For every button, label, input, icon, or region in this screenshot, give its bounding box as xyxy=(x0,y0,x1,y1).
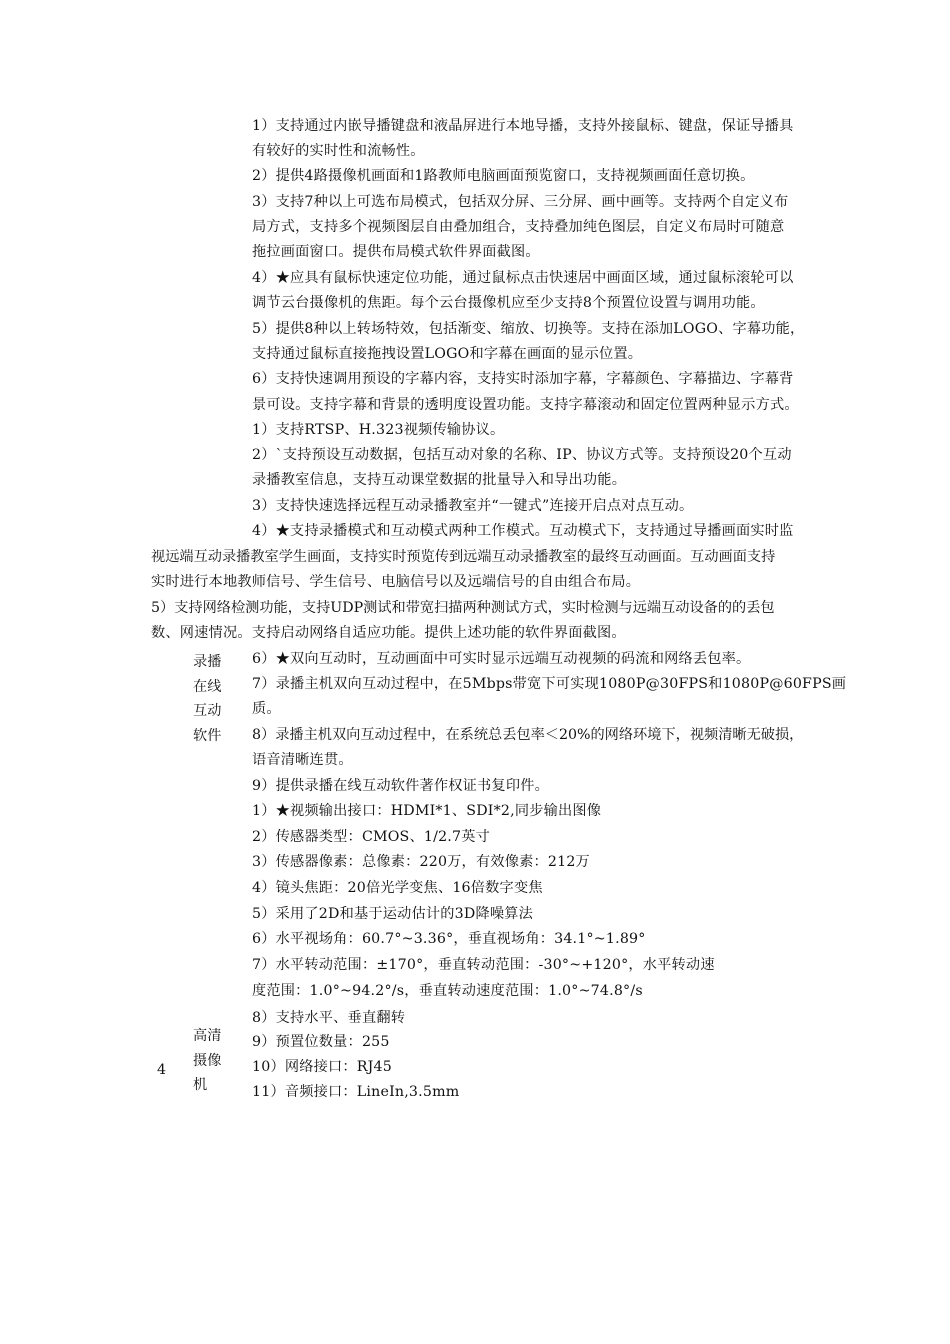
spec-line: 6）★双向互动时，互动画面中可实时显示远端互动视频的码流和网络丢包率。 xyxy=(252,651,751,667)
spec-line: 7）水平转动范围：±170°，垂直转动范围：-30°~+120°，水平转动速 xyxy=(252,957,715,973)
spec-line: 质。 xyxy=(252,701,281,717)
spec-line: 有较好的实时性和流畅性。 xyxy=(252,143,425,159)
spec-line: 2）提供4路摄像机画面和1路教师电脑画面预览窗口，支持视频画面任意切换。 xyxy=(252,168,755,184)
spec-line: 4）★应具有鼠标快速定位功能，通过鼠标点击快速居中画面区域，通过鼠标滚轮可以 xyxy=(252,270,794,286)
spec-line: 2）`支持预设互动数据，包括互动对象的名称、IP、协议方式等。支持预设20个互动 xyxy=(252,447,792,463)
row-number: 4 xyxy=(157,1062,167,1078)
spec-line: 1）支持通过内嵌导播键盘和液晶屏进行本地导播，支持外接鼠标、键盘，保证导播具 xyxy=(252,118,794,134)
spec-line: 5）提供8种以上转场特效，包括渐变、缩放、切换等。支持在添加LOGO、字幕功能， xyxy=(252,321,805,337)
spec-line: 3）传感器像素：总像素：220万，有效像素：212万 xyxy=(252,854,590,870)
category-label-hd-camera: 高清 摄像 机 xyxy=(193,1028,222,1093)
spec-line: 1）★视频输出接口：HDMI*1、SDI*2,同步输出图像 xyxy=(252,803,602,819)
spec-line: 5）采用了2D和基于运动估计的3D降噪算法 xyxy=(252,906,534,922)
spec-line: 1）支持RTSP、H.323视频传输协议。 xyxy=(252,422,505,438)
category-label-recording-software: 录播 在线 互动 软件 xyxy=(193,654,222,744)
spec-line: 局方式，支持多个视频图层自由叠加组合，支持叠加纯色图层，自定义布局时可随意 xyxy=(252,219,785,235)
spec-line: 8）录播主机双向互动过程中，在系统总丢包率＜20%的网络环境下，视频清晰无破损， xyxy=(252,727,804,743)
spec-line: 3）支持快速选择远程互动录播教室并“一键式”连接开启点对点互动。 xyxy=(252,498,694,514)
spec-line: 5）支持网络检测功能，支持UDP测试和带宽扫描两种测试方式，实时检测与远端互动设备的的丢包 xyxy=(151,600,775,616)
spec-line: 3）支持7种以上可选布局模式，包括双分屏、三分屏、画中画等。支持两个自定义布 xyxy=(252,194,789,210)
spec-line: 语音清晰连贯。 xyxy=(252,752,353,768)
spec-line: 11）音频接口：LineIn,3.5mm xyxy=(252,1084,460,1100)
spec-line: 4）★支持录播模式和互动模式两种工作模式。互动模式下，支持通过导播画面实时监 xyxy=(252,523,794,539)
spec-line: 视远端互动录播教室学生画面，支持实时预览传到远端互动录播教室的最终互动画面。互动画面支持 xyxy=(151,549,776,565)
spec-line: 支持通过鼠标直接拖拽设置LOGO和字幕在画面的显示位置。 xyxy=(252,346,643,362)
spec-line: 实时进行本地教师信号、学生信号、电脑信号以及远端信号的自由组合布局。 xyxy=(151,574,641,590)
spec-line: 景可设。支持字幕和背景的透明度设置功能。支持字幕滚动和固定位置两种显示方式。 xyxy=(252,397,799,413)
spec-line: 度范围：1.0°~94.2°/s，垂直转动速度范围：1.0°~74.8°/s xyxy=(252,983,643,999)
spec-line: 6）支持快速调用预设的字幕内容，支持实时添加字幕，字幕颜色、字幕描边、字幕背 xyxy=(252,371,794,387)
spec-line: 调节云台摄像机的焦距。每个云台摄像机应至少支持8个预置位设置与调用功能。 xyxy=(252,295,765,311)
spec-line: 6）水平视场角：60.7°~3.36°，垂直视场角：34.1°~1.89° xyxy=(252,931,646,947)
spec-line: 9）提供录播在线互动软件著作权证书复印件。 xyxy=(252,778,549,794)
spec-line: 9）预置位数量：255 xyxy=(252,1034,390,1050)
spec-line: 7）录播主机双向互动过程中，在5Mbps带宽下可实现1080P@30FPS和1080P@60FPS画 xyxy=(252,676,847,692)
spec-line: 8）支持水平、垂直翻转 xyxy=(252,1010,406,1026)
spec-line: 数、网速情况。支持启动网络自适应功能。提供上述功能的软件界面截图。 xyxy=(151,625,626,641)
spec-line: 录播教室信息，支持互动课堂数据的批量导入和导出功能。 xyxy=(252,472,627,488)
spec-line: 2）传感器类型：CMOS、1/2.7英寸 xyxy=(252,829,491,845)
spec-line: 拖拉画面窗口。提供布局模式软件界面截图。 xyxy=(252,244,540,260)
spec-line: 4）镜头焦距：20倍光学变焦、16倍数字变焦 xyxy=(252,880,543,896)
spec-line: 10）网络接口：RJ45 xyxy=(252,1059,393,1075)
